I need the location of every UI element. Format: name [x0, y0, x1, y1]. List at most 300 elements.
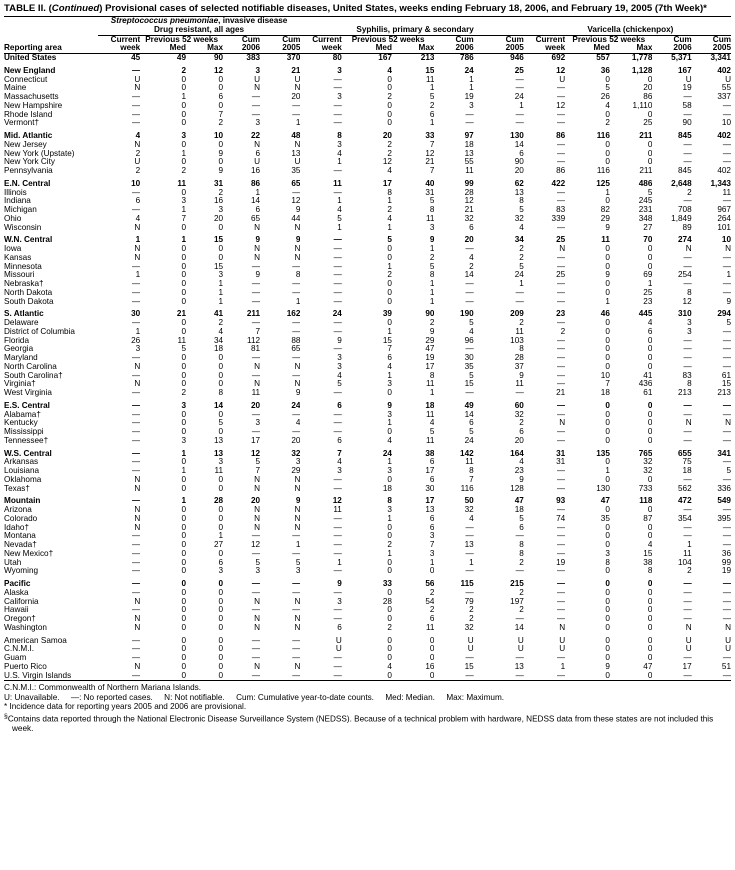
value-cell: 765	[638, 449, 653, 458]
value-cell: —	[132, 449, 141, 458]
value-cell: N	[254, 475, 261, 484]
value-cell: —	[683, 606, 692, 615]
value-cell: U	[254, 75, 261, 84]
value-cell: 0	[605, 436, 610, 445]
value-cell: 21	[556, 389, 566, 397]
value-cell: N	[254, 662, 261, 671]
reporting-area-cell: E.S. Central	[4, 401, 50, 410]
value-cell: 45	[131, 53, 141, 62]
value-cell: N	[725, 419, 731, 428]
value-cell: 0	[605, 327, 610, 336]
value-cell: 5,371	[671, 53, 692, 62]
value-cell: 0	[647, 588, 653, 597]
value-cell: —	[722, 197, 731, 206]
reporting-area-cell: Illinois	[4, 188, 27, 197]
value-cell: 2	[519, 245, 524, 253]
value-cell: 0	[218, 410, 224, 419]
value-cell: 23	[514, 467, 524, 475]
value-cell: 19	[556, 558, 566, 567]
region-row	[4, 450, 731, 459]
value-cell: N	[254, 597, 261, 606]
value-cell: N	[294, 84, 301, 93]
value-cell: 30	[131, 310, 141, 319]
value-cell: 6	[429, 523, 435, 532]
value-cell: 3	[469, 101, 474, 110]
value-cell: 6	[337, 436, 342, 445]
value-cell: N	[134, 84, 141, 93]
value-cell: 0	[647, 140, 653, 149]
value-cell: 2	[218, 188, 224, 197]
value-cell: —	[251, 319, 261, 327]
value-cell: 65	[291, 345, 301, 354]
table-row	[4, 541, 731, 550]
value-cell: —	[292, 327, 301, 336]
header-prev52: Previous 52 weeks	[145, 35, 219, 44]
reporting-area-cell: District of Columbia	[4, 327, 75, 336]
header-cum: Cum	[241, 35, 261, 44]
value-cell: 6	[387, 354, 392, 362]
value-cell: 0	[181, 253, 186, 262]
value-cell: 6	[469, 419, 474, 428]
value-cell: 0	[605, 419, 610, 428]
value-cell: 0	[605, 623, 610, 632]
value-cell: 0	[605, 158, 610, 167]
value-cell: 0	[387, 319, 392, 327]
value-cell: 167	[378, 53, 392, 62]
value-cell: 7	[605, 380, 610, 389]
value-cell: —	[557, 597, 566, 606]
reporting-area-cell: Kentucky	[4, 419, 38, 428]
table-row	[4, 476, 731, 485]
value-cell: 15	[464, 380, 474, 389]
table-row	[4, 224, 731, 233]
value-cell: —	[300, 672, 341, 681]
reporting-area-cell: Virginia†	[4, 380, 36, 389]
value-cell: 348	[638, 214, 653, 223]
value-cell: —	[515, 567, 524, 576]
value-cell: 786	[460, 53, 474, 62]
value-cell: N	[294, 223, 301, 232]
value-cell: 0	[605, 588, 610, 597]
value-cell: 9	[605, 662, 610, 671]
value-cell: 1	[560, 662, 566, 671]
header-2006: 2006	[652, 44, 691, 53]
value-cell: 18	[600, 389, 610, 397]
value-cell: 7	[337, 449, 342, 458]
value-cell: —	[557, 188, 566, 197]
value-cell: 0	[647, 654, 653, 662]
value-cell: N	[294, 523, 301, 532]
value-cell: 2	[135, 149, 141, 158]
value-cell: 4	[647, 541, 653, 549]
value-cell: 0	[181, 428, 186, 436]
value-cell: 3	[255, 567, 261, 576]
value-cell: 69	[643, 271, 653, 280]
value-cell: 0	[181, 119, 186, 128]
value-cell: 28	[464, 188, 474, 197]
value-cell: 0	[605, 541, 610, 549]
value-cell: 0	[181, 541, 186, 549]
value-cell: —	[557, 567, 566, 576]
reporting-area-cell: Kansas	[4, 253, 32, 262]
value-cell: 1	[647, 280, 653, 288]
value-cell: 15	[213, 262, 224, 271]
value-cell: 0	[605, 253, 610, 262]
value-cell: 0	[181, 532, 186, 541]
value-cell: —	[465, 523, 474, 532]
value-cell: 41	[213, 310, 224, 319]
value-cell: —	[557, 262, 566, 271]
value-cell: 0	[387, 523, 392, 532]
value-cell: 0	[181, 662, 186, 671]
value-cell: 5	[218, 419, 224, 428]
value-cell: 11	[683, 549, 692, 558]
value-cell: —	[515, 532, 524, 541]
value-cell: 11	[177, 336, 186, 345]
value-cell: —	[557, 280, 566, 288]
table-row	[4, 271, 731, 280]
value-cell: —	[683, 436, 692, 445]
value-cell: 7	[255, 327, 261, 336]
value-cell: 19	[682, 84, 692, 93]
table-row	[4, 93, 731, 102]
value-cell: —	[722, 532, 731, 541]
table-row	[4, 189, 731, 198]
value-cell: 0	[387, 636, 392, 645]
value-cell: —	[465, 567, 474, 576]
reporting-area-cell: North Dakota	[4, 288, 53, 297]
value-cell: 0	[605, 475, 610, 484]
value-cell: 0	[218, 380, 224, 389]
value-cell: U	[335, 636, 342, 645]
value-cell: 946	[510, 53, 524, 62]
table-row	[4, 467, 731, 476]
value-cell: 32	[514, 214, 524, 223]
value-cell: 1	[387, 371, 392, 380]
value-cell: 6	[337, 623, 342, 632]
value-cell: —	[333, 475, 342, 484]
value-cell: 23	[643, 297, 653, 306]
value-cell: 0	[647, 523, 653, 532]
reporting-area-cell: Hawaii	[4, 606, 29, 615]
value-cell: 0	[387, 253, 392, 262]
value-cell: 845	[677, 167, 692, 175]
reporting-area-cell: Utah	[4, 558, 22, 567]
value-cell: U	[685, 645, 692, 654]
value-cell: —	[333, 484, 342, 493]
table-row	[4, 615, 731, 624]
header-current: Current	[535, 35, 566, 44]
reporting-area-cell: Iowa	[4, 245, 22, 253]
table-row	[4, 654, 731, 663]
value-cell: 11	[425, 75, 435, 84]
value-cell: 5	[726, 467, 731, 475]
value-cell: —	[132, 467, 141, 475]
value-cell: 967	[717, 206, 731, 214]
value-cell: —	[132, 606, 141, 615]
reporting-area-cell: Mountain	[4, 497, 41, 506]
value-cell: 12	[213, 66, 224, 75]
value-cell: 2	[519, 558, 524, 567]
value-cell: 12	[556, 66, 566, 75]
value-cell: 11	[425, 436, 435, 445]
value-cell: 11	[333, 179, 342, 188]
value-cell: —	[251, 110, 261, 119]
value-cell: 9	[519, 371, 524, 380]
value-cell: —	[683, 362, 692, 371]
value-cell: 3	[181, 401, 186, 410]
value-cell: N	[254, 484, 261, 493]
value-cell: 164	[510, 449, 524, 458]
value-cell: 9	[337, 580, 342, 588]
value-cell: 32	[464, 623, 474, 632]
value-cell: 0	[387, 84, 392, 93]
value-cell: 1	[519, 280, 524, 288]
value-cell: 8	[429, 371, 435, 380]
value-cell: 0	[218, 223, 224, 232]
value-cell: 5	[519, 514, 524, 523]
value-cell: N	[254, 84, 261, 93]
value-cell: 9	[295, 236, 301, 245]
value-cell: 30	[464, 354, 474, 362]
value-cell: —	[722, 523, 731, 532]
value-cell: 2	[387, 93, 392, 101]
value-cell: 54	[425, 597, 435, 606]
value-cell: 5	[519, 262, 524, 271]
value-cell: —	[132, 93, 141, 101]
value-cell: 472	[677, 497, 692, 506]
value-cell: 11	[515, 327, 524, 336]
table-row	[4, 559, 731, 568]
value-cell: 5	[429, 262, 435, 271]
table-row	[4, 328, 731, 337]
value-cell: 708	[677, 206, 692, 214]
value-cell: 0	[218, 645, 224, 654]
value-cell: —	[333, 588, 342, 597]
value-cell: —	[251, 580, 261, 588]
value-cell: 0	[218, 623, 224, 632]
value-cell: 16	[425, 662, 435, 671]
value-cell: 4	[337, 458, 342, 467]
value-cell: 32	[643, 458, 653, 467]
table-row	[4, 524, 731, 533]
value-cell: 5	[429, 93, 435, 101]
value-cell: 0	[429, 645, 435, 654]
value-cell: 11	[515, 380, 524, 389]
value-cell: 27	[213, 541, 224, 549]
table-title	[4, 3, 731, 14]
value-cell: 0	[387, 297, 392, 306]
value-cell: 12	[556, 101, 566, 110]
value-cell: 1	[295, 541, 301, 549]
value-cell: 4	[519, 458, 524, 467]
value-cell: 4	[135, 214, 141, 223]
value-cell: 0	[218, 606, 224, 615]
value-cell: 0	[387, 245, 392, 253]
value-cell: 17	[425, 467, 435, 475]
value-cell: 1	[429, 288, 435, 297]
header-week: week	[300, 44, 341, 53]
value-cell: 0	[392, 672, 435, 681]
value-cell: 2	[469, 615, 474, 623]
value-cell: 11	[333, 506, 342, 514]
value-cell: 9	[255, 271, 261, 280]
value-cell: U	[685, 636, 692, 645]
value-cell: 24	[514, 271, 524, 280]
value-cell: —	[333, 428, 342, 436]
reporting-area-cell: Oregon†	[4, 615, 36, 623]
value-cell: 0	[181, 458, 186, 467]
value-cell: 7	[429, 167, 435, 175]
value-cell: 4	[387, 214, 392, 223]
total-row	[4, 54, 731, 63]
value-cell: 0	[605, 245, 610, 253]
reporting-area-cell: New Jersey	[4, 140, 47, 149]
value-cell: 13	[514, 188, 524, 197]
value-cell: —	[132, 636, 141, 645]
value-cell: 81	[250, 345, 261, 354]
value-cell: —	[333, 236, 342, 245]
value-cell: 445	[638, 310, 653, 319]
value-cell: 2	[519, 588, 524, 597]
region-row	[4, 580, 731, 589]
value-cell: 4	[469, 327, 474, 336]
value-cell: 5	[647, 188, 653, 197]
value-cell: 1	[181, 467, 186, 475]
value-cell: 211	[639, 167, 653, 175]
value-cell: 1	[135, 236, 141, 245]
value-cell: N	[134, 662, 141, 671]
value-cell: —	[333, 280, 342, 288]
value-cell: 135	[596, 449, 610, 458]
table-row	[4, 645, 731, 654]
value-cell: N	[294, 140, 301, 149]
reporting-area-cell: U.S. Virgin Islands	[4, 672, 98, 681]
value-cell: 0	[181, 615, 186, 623]
value-cell: 32	[464, 214, 474, 223]
value-cell: 29	[425, 336, 435, 345]
reporting-area-cell: Colorado	[4, 514, 38, 523]
value-cell: 0	[647, 475, 653, 484]
value-cell: 562	[677, 484, 692, 493]
value-cell: 0	[647, 615, 653, 623]
reporting-area-cell: W.S. Central	[4, 449, 52, 458]
header-current: Current	[110, 35, 141, 44]
value-cell: 4	[337, 371, 342, 380]
value-cell: 16	[250, 167, 261, 175]
value-cell: 116	[460, 484, 474, 493]
reporting-area-cell: Missouri	[4, 271, 35, 280]
value-cell: —	[557, 475, 566, 484]
value-cell: 162	[286, 310, 301, 319]
value-cell: 0	[181, 523, 186, 532]
value-cell: 3	[218, 271, 224, 280]
value-cell: 2	[218, 119, 224, 128]
value-cell: 83	[556, 206, 566, 214]
value-cell: 0	[218, 514, 224, 523]
value-cell: 0	[218, 158, 224, 167]
value-cell: 0	[218, 654, 224, 662]
reporting-area-cell: New England	[4, 66, 56, 75]
value-cell: 3	[387, 506, 392, 514]
value-cell: 6	[647, 327, 653, 336]
value-cell: 8	[519, 541, 524, 549]
value-cell: N	[134, 140, 141, 149]
value-cell: —	[524, 672, 565, 681]
value-cell: 0	[387, 606, 392, 615]
value-cell: 86	[643, 93, 653, 101]
value-cell: 0	[387, 110, 392, 119]
value-cell: 20	[514, 436, 524, 445]
value-cell: 21	[291, 66, 301, 75]
value-cell: 0	[181, 75, 186, 84]
value-cell: —	[557, 149, 566, 158]
value-cell: 93	[556, 497, 566, 506]
value-cell: —	[683, 580, 692, 588]
value-cell: 215	[510, 580, 524, 588]
value-cell: 12	[250, 541, 261, 549]
value-cell: 1	[429, 389, 435, 397]
value-cell: 4	[519, 223, 524, 232]
value-cell: 51	[721, 662, 731, 671]
region-row	[4, 180, 731, 189]
table-row	[4, 411, 731, 420]
value-cell: U	[725, 645, 731, 654]
region-row	[4, 67, 731, 76]
value-cell: U	[134, 158, 141, 167]
value-cell: N	[254, 223, 261, 232]
value-cell: 3	[429, 549, 435, 558]
header-med: Med	[565, 44, 610, 53]
value-cell: 61	[721, 371, 731, 380]
value-cell: —	[132, 532, 141, 541]
value-cell: 21	[176, 310, 186, 319]
value-cell: 4	[337, 206, 342, 214]
value-cell: 4	[387, 662, 392, 671]
reporting-area-cell: Louisiana	[4, 467, 40, 475]
value-cell: —	[557, 580, 566, 588]
value-cell: 115	[460, 580, 474, 588]
value-cell: 2	[605, 119, 610, 128]
value-cell: —	[292, 288, 301, 297]
value-cell: 0	[429, 654, 435, 662]
reporting-area-cell: Alaska	[4, 588, 29, 597]
value-cell: N	[725, 245, 731, 253]
value-cell: —	[465, 549, 474, 558]
header-syphilis-group: Syphilis, primary & secondary	[300, 26, 523, 35]
table-row	[4, 637, 731, 646]
value-cell: 211	[639, 132, 653, 140]
value-cell: —	[333, 101, 342, 110]
value-cell: —	[557, 110, 566, 119]
table-row	[4, 458, 731, 467]
value-cell: 8	[218, 389, 224, 397]
value-cell: 3	[337, 467, 342, 475]
value-cell: —	[333, 514, 342, 523]
value-cell: —	[683, 149, 692, 158]
value-cell: —	[683, 253, 692, 262]
value-cell: N	[134, 484, 141, 493]
value-cell: 0	[387, 119, 392, 128]
region-row	[4, 236, 731, 245]
value-cell: 1	[181, 93, 186, 101]
value-cell: —	[292, 654, 301, 662]
table-row	[4, 589, 731, 598]
value-cell: —	[557, 345, 566, 354]
value-cell: —	[251, 262, 261, 271]
value-cell: 104	[677, 558, 692, 567]
value-cell: 0	[387, 567, 392, 576]
